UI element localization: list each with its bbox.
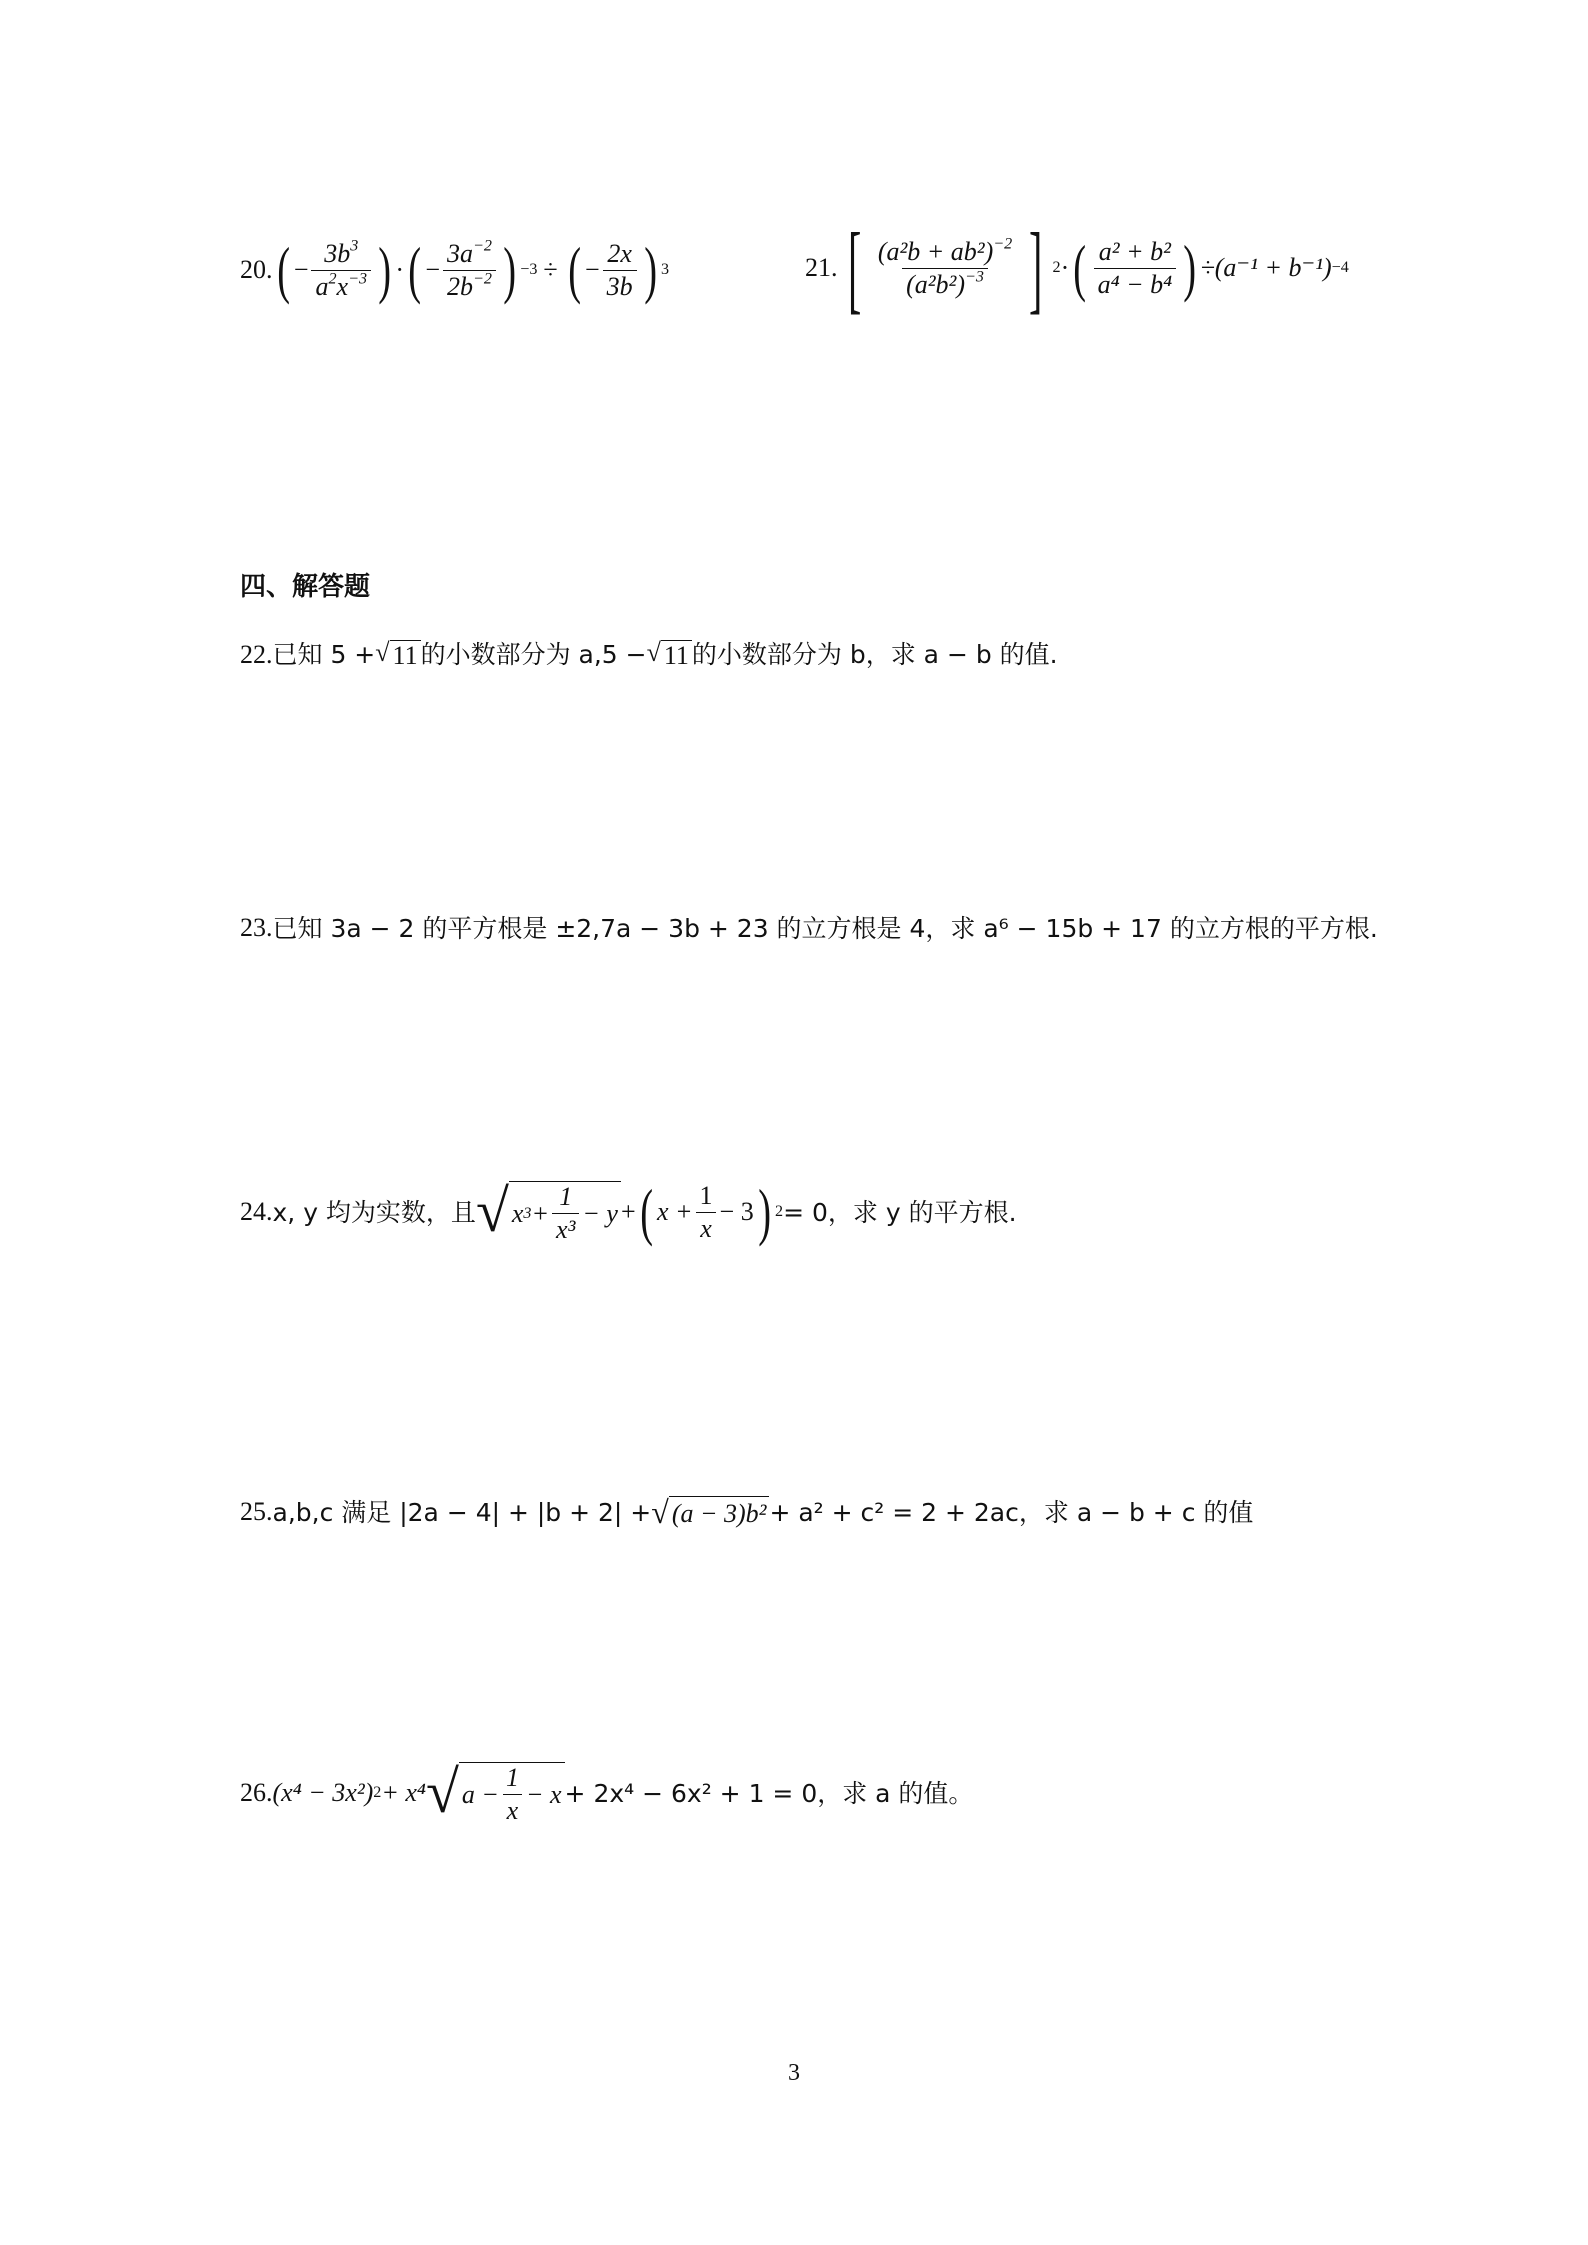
square-root: √ 11 (647, 640, 692, 669)
fraction: $\frac{1}{\text{x³}}$ (552, 1184, 579, 1243)
problem-21: 21. [ $\frac{(a^2b + ab^2)^{-2}}{(a^2b^2)^{-3}}$ ] 2 · ( $\frac{\text{a² + b²}}{\text{a⁴ − b⁴}}$ ) ÷(a⁻¹ + b⁻¹) −4 (805, 212, 1349, 323)
square-root: √ 11 (375, 640, 420, 669)
fraction: $\frac{3b^3}{a^2x^{-3}}$ (311, 241, 371, 300)
problem-number: 20. (240, 255, 273, 284)
fraction: $\frac{3a^{-2}}{2b^{-2}}$ (443, 241, 496, 300)
question-number: 22. (240, 639, 273, 669)
section-title: 四、解答题 (240, 572, 371, 602)
square-root: √ a − $\frac{1}{x}$ − x (426, 1762, 565, 1824)
question-22: 22. 已知 5 + √ 11 的小数部分为 a,5 − √ 11 的小数部分为 b，求 a − b 的值. (240, 638, 1058, 670)
square-root: √ x 3 + $\frac{1}{\text{x³}}$ − y (476, 1181, 621, 1243)
question-number: 26. (240, 1778, 273, 1807)
fraction: $\frac{2x}{3b}$ (603, 241, 637, 300)
problem-number: 21. (805, 253, 838, 282)
question-25: 25. a,b,c 满足 |2a − 4| + |b + 2| + √ (a − 3)b² + a² + c² = 2 + 2ac，求 a − b + c 的值 (240, 1494, 1254, 1530)
question-number: 25. (240, 1497, 273, 1526)
question-26: 26. (x⁴ − 3x²) 2 + x⁴ √ a − $\frac{1}{x}$ − x + 2x⁴ − 6x² + 1 = 0，求 a 的值。 (240, 1759, 974, 1825)
square-root: √ (a − 3)b² (651, 1496, 769, 1528)
fraction: $\frac{(a^2b + ab^2)^{-2}}{(a^2b^2)^{-3}}$ (877, 235, 1013, 299)
fraction: $\frac{\text{a² + b²}}{\text{a⁴ − b⁴}}$ (1094, 239, 1177, 298)
question-number: 24. (240, 1197, 273, 1226)
problem-20: 20. ( − $\frac{3b^3}{a^2x^{-3}}$ ) · ( − $\frac{3a^{-2}}{2b^{-2}}$ ) −3 ÷ ( − $\frac{2x}{3b}$ ) 3 (240, 234, 670, 305)
question-23: 23. 已知 3a − 2 的平方根是 ±2,7a − 3b + 23 的立方根是 4，求 a⁶ − 15b + 17 的立方根的平方根. (240, 913, 1378, 943)
question-24: 24. x, y 均为实数，且 √ x 3 + $\frac{1}{\text{x³}}$ − y + ( x + $\frac{1}{x}$ − 3 ) 2 = 0，求 y 的平方根. (240, 1176, 1017, 1247)
question-number: 23. (240, 913, 273, 942)
fraction: $\frac{1}{x}$ (502, 1765, 523, 1824)
page-number: 3 (788, 2060, 800, 2086)
fraction: $\frac{1}{x}$ (696, 1183, 717, 1242)
